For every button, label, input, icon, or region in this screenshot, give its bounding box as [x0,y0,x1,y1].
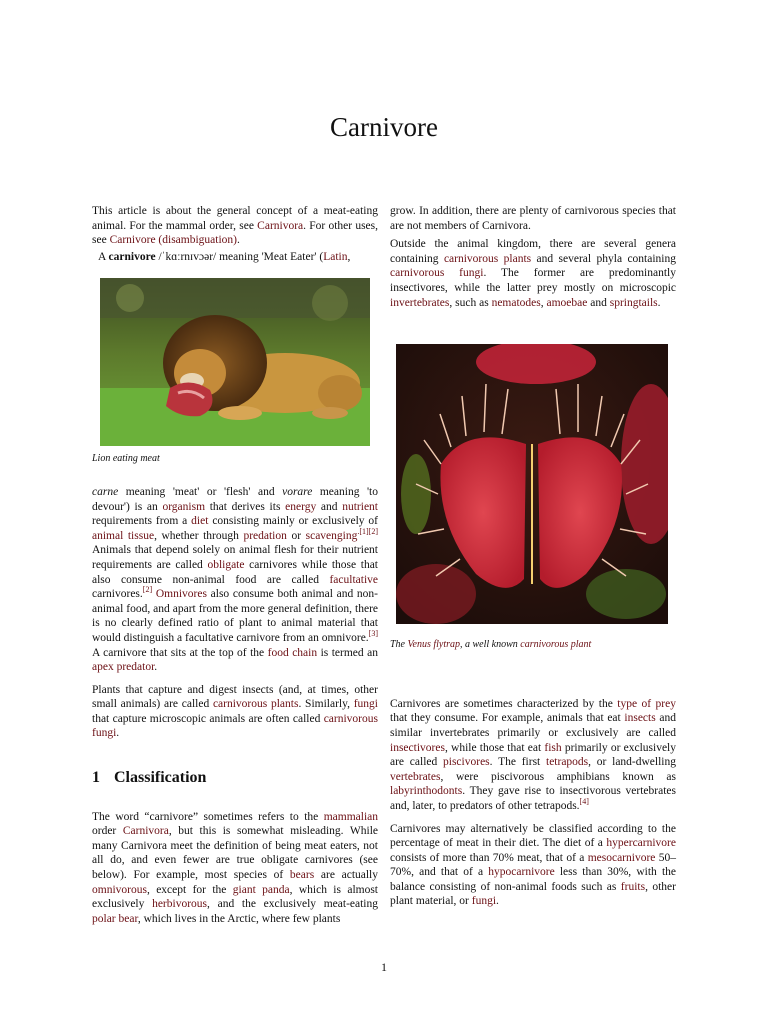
text-run: less than 30%, with the balance consisting of non-animal foods such as [390,866,676,893]
text-run: and [316,500,343,513]
link-vertebrates[interactable]: vertebrates [390,770,441,783]
section-heading-classification: 1 Classification [92,769,207,787]
page-number: 1 [381,960,387,974]
text-run: , which is almost exclusively [92,883,379,911]
link-animal-tissue[interactable]: animal tissue [92,529,155,542]
lion-eating-meat-image[interactable] [100,278,370,446]
link-carnivorous-plant[interactable]: carnivorous plant [520,639,592,651]
classification-paragraph [92,810,378,927]
link-fish[interactable]: fish [544,741,562,754]
link-herbivorous[interactable]: herbivorous [152,898,208,911]
link-giant-panda[interactable]: giant panda [232,883,290,896]
text-run: . [116,727,120,740]
latin-term: vorare [282,485,313,498]
right-paragraph-1 [390,204,676,233]
link-carnivorous-fungi[interactable]: carnivorous fungi [390,267,484,280]
link-fruits[interactable]: fruits [620,880,646,893]
link-insectivores[interactable]: insectivores [390,741,445,754]
link-invertebrates[interactable]: invertebrates [390,296,450,309]
intro-start: A carnivore /ˈkɑːrnɪvɔər/ meaning 'Meat Eater' (Latin, [98,250,351,263]
text-run: or [286,529,306,542]
right-column [390,204,676,917]
link-carnivora[interactable]: Carnivora [257,219,304,232]
text-run: meaning 'meat' or 'flesh' and [118,485,283,498]
text-run: is termed an [317,646,378,659]
link-venus-flytrap[interactable]: Venus flytrap [407,639,460,651]
text-run: , such as [449,296,492,309]
link-apex-predator[interactable]: apex predator [92,661,155,674]
citation-ref[interactable]: [3] [368,629,378,639]
text-run: order [92,825,123,838]
venus-flytrap-image[interactable] [396,344,668,624]
text-run: Carnivores are sometimes characterized by the [390,697,618,710]
text-run: primarily or exclusively are called [390,741,676,769]
link-fungi[interactable]: fungi [353,698,378,711]
latin-term: carne [92,485,119,498]
link-carnivore-disambiguation[interactable]: Carnivore (disambiguation) [109,234,237,247]
right-paragraph-2 [390,237,676,310]
link-hypercarnivore[interactable]: hypercarnivore [606,837,676,850]
text-run: Plants that capture and digest insects (and, at times, other small animals) are called [92,683,378,711]
text-run: . The first [489,756,546,769]
right-paragraph-diet-percentage [390,822,676,910]
link-obligate[interactable]: obligate [207,558,245,571]
carnivorous-plants-paragraph [92,683,378,741]
link-tetrapods[interactable]: tetrapods [546,756,589,769]
link-organism[interactable]: organism [162,500,206,513]
link-energy[interactable]: energy [285,500,317,513]
text-run: The word “carnivore” sometimes refers to the [92,810,324,823]
link-predation[interactable]: predation [243,529,287,542]
text-run: . They gave rise to insectivorous vertebrates and, later, to predators of other tetrapods. [390,785,676,812]
text-run: Animals that depend solely on animal flesh for their nutrient requirements are called [92,544,378,571]
text-run: . The former are predominantly insectivores, while the latter prey mostly on microscopic [390,267,676,294]
link-facultative[interactable]: facultative [329,573,378,586]
text-run: and [587,296,610,309]
text-run: that derives its [205,500,286,513]
link-amoebae[interactable]: amoebae [546,296,588,309]
citation-ref[interactable]: [2] [142,585,153,595]
text-run: consists of more than 70% meat, that of a [390,851,588,864]
link-insects[interactable]: insects [624,712,656,725]
link-mammalian[interactable]: mammalian [323,810,378,823]
text-run: that they consume. For example, animals that eat [390,712,625,725]
link-hypocarnivore[interactable]: hypocarnivore [488,866,555,879]
text-run: and similar invertebrates primarily or exclusively are called [390,712,676,739]
link-piscivores[interactable]: piscivores [443,756,490,769]
text-run: and several phyla containing [531,252,676,265]
text-run: , while those that eat [444,741,545,754]
text-run: . [657,296,661,309]
link-type-of-prey[interactable]: type of prey [617,697,676,710]
hatnote: This article is about the general concept of a meat-eating animal. For the mammal order, see Carnivora. For other uses, see Carnivore (disambiguation). [92,205,378,247]
link-latin[interactable]: Latin [323,250,348,263]
text-run: also consume both animal and non-animal food, and apart from the more general definition, there is no clearly defined ratio of plant to animal material that would distinguish a facultative carnivore from an omnivore. [92,588,379,644]
text-run: Carnivores may alternatively be classified according to the percentage of meat in their diet. The diet of a [390,822,676,850]
link-nematodes[interactable]: nematodes [491,296,541,309]
text-run: grow. In addition, there are plenty of carnivorous species that are not members of Carnivora. [390,205,676,232]
page-title: Carnivore [330,112,438,142]
text-run: , [540,296,547,309]
link-bears[interactable]: bears [289,869,315,882]
link-carnivorous-plants[interactable]: carnivorous plants [212,698,299,711]
text-run: that capture microscopic animals are often called [92,712,324,725]
text-run: , and the exclusively meat-eating [207,898,378,911]
link-carnivorous-fungi[interactable]: carnivorous fungi [92,712,378,740]
right-paragraph-prey [390,697,676,814]
link-carnivorous-plants[interactable]: carnivorous plants [443,252,532,265]
text-run: carnivores while those that also consume non-animal food are called [92,558,378,586]
intro-paragraph [92,485,378,675]
link-omnivores[interactable]: Omnivores [155,588,207,601]
link-omnivorous[interactable]: omnivorous [92,883,147,896]
link-springtails[interactable]: springtails [609,296,658,309]
link-nutrient[interactable]: nutrient [342,500,378,513]
text-run: , which lives in the Arctic, where few plants [137,912,341,925]
text-run: . Similarly, [298,698,354,711]
link-carnivora[interactable]: Carnivora [122,825,169,838]
citation-ref[interactable]: [4] [579,797,589,807]
text-run: , whether through [154,529,244,542]
citation-ref[interactable]: .[1][2] [357,526,378,536]
link-fungi[interactable]: fungi [471,895,497,908]
text-run: , other plant material, or [390,880,676,908]
text-run: . [154,661,158,674]
link-scavenging[interactable]: scavenging [305,529,358,542]
venus-flytrap-figure-caption [390,638,676,653]
text-run: meaning 'to devour') is an [92,485,378,513]
text-run: carnivores. [92,588,143,601]
text-run: Outside the animal kingdom, there are several genera containing [390,238,676,265]
text-run: , or land-dwelling [588,756,676,769]
link-diet[interactable]: diet [191,515,209,528]
text-run: , were piscivorous amphibians known as [440,770,676,783]
text-run: consisting mainly or exclusively of [208,515,378,528]
text-run: , except for the [146,883,233,896]
link-mesocarnivore[interactable]: mesocarnivore [587,851,656,864]
lion-figure-caption: Lion eating meat [92,453,160,465]
text-run: A carnivore that sits at the top of the [92,646,268,659]
text-run: The [390,639,408,651]
text-run: 50–70%, and that of a [390,851,676,879]
text-run: , a well known [460,639,521,651]
link-labyrinthodonts[interactable]: labyrinthodonts [390,785,463,798]
left-column [92,204,378,934]
text-run: are actually [314,869,379,882]
text-run: requirements from a [92,515,192,528]
link-food-chain[interactable]: food chain [267,646,318,659]
link-polar-bear[interactable]: polar bear [92,912,138,925]
text-run: , but this is somewhat misleading. While many Carnivora meet the definition of being meat eaters, not all do, and even fewer are true obligate carnivores (see below). For example, most species of [92,825,378,882]
text-run: . [496,895,499,908]
